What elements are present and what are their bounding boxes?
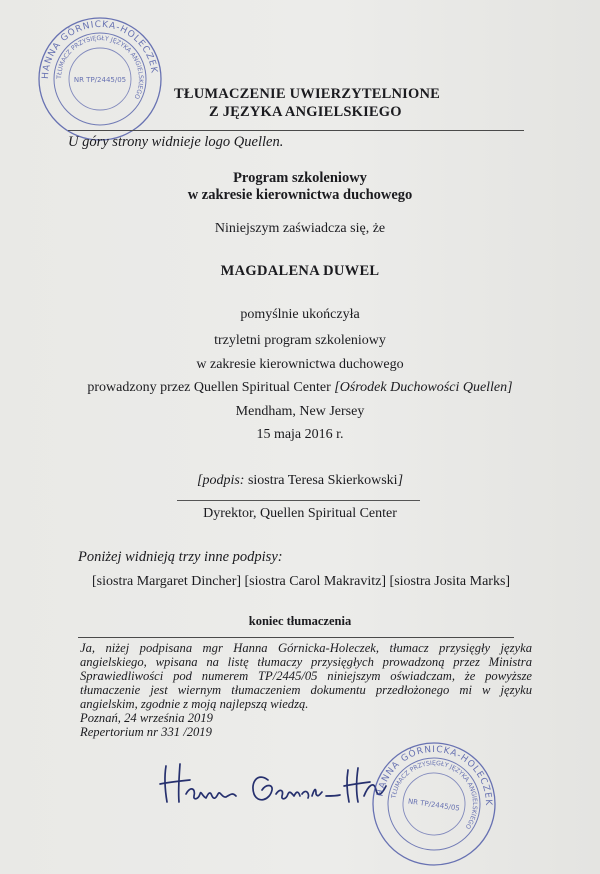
other-signatures-note: Poniżej widnieją trzy inne podpisy:	[78, 549, 283, 565]
details-line2: trzyletni program szkoleniowy	[214, 333, 386, 348]
stamp-inner-text: TŁUMACZ PRZYSIĘGŁY JĘZYKA ANGIELSKIEGO	[55, 34, 145, 100]
signature-note	[0, 473, 600, 489]
details-center-translation: [Ośrodek Duchowości Quellen]	[334, 380, 513, 395]
signature-name: siostra Teresa Skierkowski	[244, 473, 398, 488]
details-location: Mendham, New Jersey	[235, 404, 365, 419]
logo-note: U góry strony widnieje logo Quellen.	[68, 134, 284, 150]
signature-prefix: podpis:	[202, 473, 245, 488]
declaration-repertory: Repertorium nr 331 /2019	[80, 725, 212, 739]
translator-declaration	[80, 641, 532, 739]
details-line4	[0, 380, 600, 396]
recipient-name: MAGDALENA DUWEL	[220, 263, 380, 279]
declaration-text: Ja, niżej podpisana mgr Hanna Górnicka-Holeczek, tłumacz przysięgły języka angielskiego, wpisana na listę tłumaczy przysięgłych prowadzoną przez Ministra Sprawiedliwości pod numerem TP/2445/05 niniejszym oświadczam, że powyższe tłumaczenie jest wiernym tłumaczeniem dokumentu przedłożonego mi w języku angielskim, zgodnie z moją najlepszą wiedzą.	[80, 641, 532, 711]
stamp-number: NR TP/2445/05	[407, 797, 461, 813]
document-title-line2: Z JĘZYKA ANGIELSKIEGO	[209, 104, 402, 120]
other-signatures-names: [siostra Margaret Dincher] [siostra Carol Makravitz] [siostra Josita Marks]	[92, 574, 511, 589]
details-line3: w zakresie kierownictwa duchowego	[196, 357, 404, 372]
stamp-number: NR TP/2445/05	[73, 76, 127, 84]
translator-stamp-bottom	[370, 740, 498, 868]
details-date: 15 maja 2016 r.	[256, 427, 344, 442]
declaration-place-date: Poznań, 24 września 2019	[80, 711, 213, 725]
stamp-outer-text: HANNA GÓRNICKA-HOLECZEK	[375, 744, 494, 807]
declaration-rule	[78, 637, 514, 638]
header-rule	[68, 130, 524, 131]
program-title-line1: Program szkoleniowy	[233, 170, 367, 186]
program-title-line2: w zakresie kierownictwa duchowego	[187, 187, 413, 203]
document-title-line1: TŁUMACZENIE UWIERZYTELNIONE	[174, 86, 441, 102]
details-line1: pomyślnie ukończyła	[240, 307, 360, 322]
details-center-name: prowadzony przez Quellen Spiritual Center	[87, 380, 335, 395]
translator-stamp-top	[36, 15, 164, 143]
certify-text: Niniejszym zaświadcza się, że	[214, 221, 386, 236]
stamp-inner-text: TŁUMACZ PRZYSIĘGŁY JĘZYKA ANGIELSKIEGO	[390, 759, 479, 831]
signature-title: Dyrektor, Quellen Spiritual Center	[203, 506, 397, 521]
stamp-outer-text: HANNA GÓRNICKA-HOLECZEK	[40, 19, 159, 80]
signature-open-bracket: [	[196, 473, 203, 488]
signature-line	[177, 500, 420, 501]
signature-close-bracket: ]	[397, 473, 404, 488]
end-of-translation: koniec tłumaczenia	[248, 614, 352, 628]
